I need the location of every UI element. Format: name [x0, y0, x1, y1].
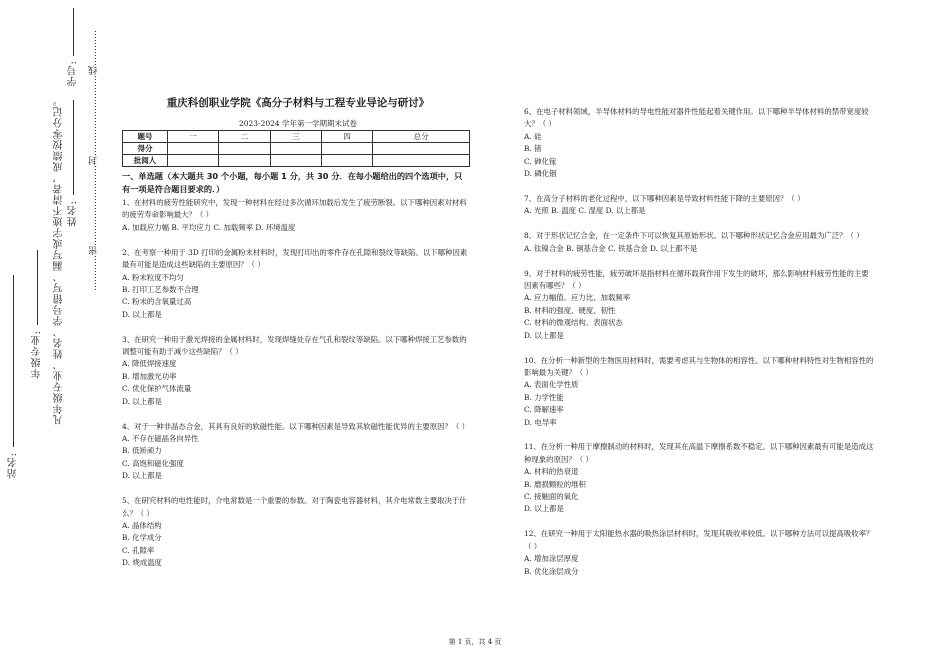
- question-text: 12、在研究一种用于太阳能热水器的吸热涂层材料时，发现其吸收率较低。以下哪种方法可以提高吸收率？（ ）: [524, 529, 874, 551]
- exam-notice: 凡年级专业、姓名、学号错写、漏写或字迹不清者，成绩按零分记。: [54, 95, 65, 425]
- question-option: A. 晶体结构: [122, 520, 162, 530]
- question-text: 4、对于一种非晶态合金，其具有良好的软磁性能。以下哪种因素是导致其软磁性能优异的主要原因？（ ）: [122, 421, 470, 431]
- score-cell: [270, 155, 321, 167]
- question: [524, 355, 876, 429]
- question-option: D. 以上都是: [122, 396, 162, 406]
- score-cell: [219, 143, 270, 155]
- question-option: D. 烧成温度: [122, 558, 162, 568]
- score-header-cell: 题号: [123, 131, 168, 143]
- question-option: C. 砷化镓: [524, 156, 557, 166]
- question-option: C. 优化保护气体流量: [122, 384, 192, 394]
- question-option: D. 电导率: [524, 417, 557, 427]
- question-option: B. 增加激光功率: [122, 371, 177, 381]
- question: [122, 495, 470, 569]
- question-option: C. 孔隙率: [122, 545, 155, 555]
- score-cell: [321, 155, 372, 167]
- score-header-cell: 一: [168, 131, 219, 143]
- question-option: D. 以上都是: [524, 330, 564, 340]
- question-text: 8、对于形状记忆合金，在一定条件下可以恢复其原始形状。以下哪种形状记忆合金应用最为广泛？（ ）: [524, 231, 864, 241]
- question: [122, 421, 470, 483]
- exam-title: 重庆科创职业学院《高分子材料与工程专业导论与研讨》: [166, 97, 430, 109]
- seal-line: …………密………………………封………………………线…………: [89, 30, 99, 291]
- question-option: A. 粉末粒度不均匀: [122, 272, 184, 282]
- question-option: B. 锗: [524, 144, 542, 154]
- question-text: 1、在材料的疲劳性能研究中，发现一种材料在经过多次循环加载后发生了疲劳断裂。以下哪种因素对材料的疲劳寿命影响最大？（ ）: [122, 198, 467, 220]
- right-question-column: [524, 106, 876, 591]
- question-text: 10、在分析一种新型的生物医用材料时，需要考虑其与生物体的相容性。以下哪种材料特性对生物相容性的影响最为关键？（ ）: [524, 355, 874, 377]
- question-option: C. 粉末的含氧量过高: [122, 297, 192, 307]
- score-header-cell: 三: [270, 131, 321, 143]
- binding-margin: [0, 0, 110, 672]
- student-id-underline: [73, 8, 74, 56]
- question-text: 2、在考察一种用于 3D 打印的金属粉末材料时，发现打印出的零件存在孔隙和裂纹等缺陷。以下哪种因素最有可能是造成这些缺陷的主要原因？（ ）: [122, 247, 468, 270]
- station-label: 站名:: [8, 452, 19, 479]
- question-option: B. 材料的强度、硬度、韧性: [524, 305, 616, 315]
- station-underline: [13, 275, 14, 447]
- question: [524, 441, 876, 515]
- score-table: [122, 130, 470, 167]
- question-option: B. 低矫顽力: [122, 446, 162, 456]
- score-cell: [168, 155, 219, 167]
- question-text: 6、在电子材料领域，半导体材料的导电性能对器件性能起着关键作用。以下哪种半导体材料的禁带宽度较大？（ ）: [524, 107, 869, 129]
- score-table-row: [123, 155, 470, 167]
- question-text: 11、在分析一种用于摩擦制动的材料时，发现其在高温下摩擦系数不稳定。以下哪种因素最有可能是造成这种现象的原因？（ ）: [524, 442, 874, 464]
- question-option: A. 应力幅值、应力比、加载频率: [524, 293, 631, 303]
- grade-major-label: 年级专业:: [32, 330, 43, 379]
- score-table-header-row: [123, 131, 470, 143]
- section-heading: 一、单选题（本大题共 30 个小题，每小题 1 分，共 30 分．在每小题给出的四个选项中，只有一项是符合题目要求的．）: [122, 171, 463, 194]
- question-option: A. 钛镍合金 B. 铜基合金 C. 铁基合金 D. 以上都不是: [524, 243, 698, 253]
- question: [524, 230, 876, 255]
- question-option: B. 打印工艺参数不合理: [122, 284, 199, 294]
- question: [524, 268, 876, 342]
- question: [524, 106, 876, 180]
- question-option: D. 以上都是: [122, 471, 162, 481]
- question: [524, 193, 876, 218]
- question-option: D. 以上都是: [524, 504, 564, 514]
- question-option: A. 硅: [524, 131, 542, 141]
- question-option: C. 降解速率: [524, 405, 564, 415]
- question-option: B. 优化涂层成分: [524, 566, 579, 576]
- question: [524, 528, 876, 578]
- exam-subtitle: 2023-2024 学年第一学期期末试卷: [238, 119, 358, 128]
- page-footer: 第 1 页，共 4 页: [448, 638, 502, 646]
- grader-row-label: 批阅人: [123, 155, 168, 167]
- question-option: D. 以上都是: [122, 309, 162, 319]
- question-option: C. 高饱和磁化强度: [122, 458, 184, 468]
- question-option: A. 降低焊接速度: [122, 359, 177, 369]
- question-option: B. 力学性能: [524, 392, 564, 402]
- question-option: A. 材料的热衰退: [524, 467, 579, 477]
- question-text: 5、在研究材料的电性能时，介电常数是一个重要的参数。对于陶瓷电容器材料，其介电常数主要取决于什么？（ ）: [122, 496, 467, 518]
- question-option: A. 光照 B. 温度 C. 湿度 D. 以上都是: [524, 206, 646, 216]
- question-text: 9、对于材料的疲劳性能，疲劳破坏是指材料在循环载荷作用下发生的破坏，那么影响材料疲劳性能的主要因素有哪些？（ ）: [524, 268, 869, 290]
- question-option: B. 磨损颗粒的堆积: [524, 479, 586, 489]
- question-text: 3、在研究一种用于激光焊接的金属材料时，发现焊缝处存在气孔和裂纹等缺陷。以下哪种焊接工艺参数的调整可能有助于减少这些缺陷？（ ）: [122, 334, 467, 357]
- score-row-label: 得分: [123, 143, 168, 155]
- question: [122, 247, 470, 321]
- score-header-cell: 四: [321, 131, 372, 143]
- score-table-row: [123, 143, 470, 155]
- question-option: A. 加载应力幅 B. 平均应力 C. 加载频率 D. 环境温度: [122, 222, 296, 232]
- question-option: A. 表面化学性质: [524, 380, 579, 390]
- score-cell: [168, 143, 219, 155]
- grade-major-underline: [37, 250, 38, 325]
- question-text: 7、在高分子材料的老化过程中，以下哪种因素是导致材料性能下降的主要原因？（ ）: [524, 193, 805, 203]
- question-option: D. 磷化铟: [524, 169, 557, 179]
- question-option: A. 增加涂层厚度: [524, 554, 579, 564]
- question-option: B. 化学成分: [122, 533, 162, 543]
- score-cell: [321, 143, 372, 155]
- name-underline: [73, 100, 74, 195]
- score-header-cell: 总分: [373, 131, 470, 143]
- score-cell: [373, 143, 470, 155]
- name-label: 姓名:: [68, 200, 79, 227]
- score-cell: [270, 143, 321, 155]
- question-option: A. 不存在磁晶各向异性: [122, 434, 199, 443]
- question-option: C. 接触面的氧化: [524, 492, 579, 502]
- left-question-column: [122, 197, 470, 582]
- score-cell: [373, 155, 470, 167]
- question: [122, 197, 470, 234]
- student-id-label: 学号:: [68, 60, 79, 87]
- score-header-cell: 二: [219, 131, 270, 143]
- question: [122, 334, 470, 408]
- score-cell: [219, 155, 270, 167]
- question-option: C. 材料的微观结构、表面状态: [524, 318, 623, 328]
